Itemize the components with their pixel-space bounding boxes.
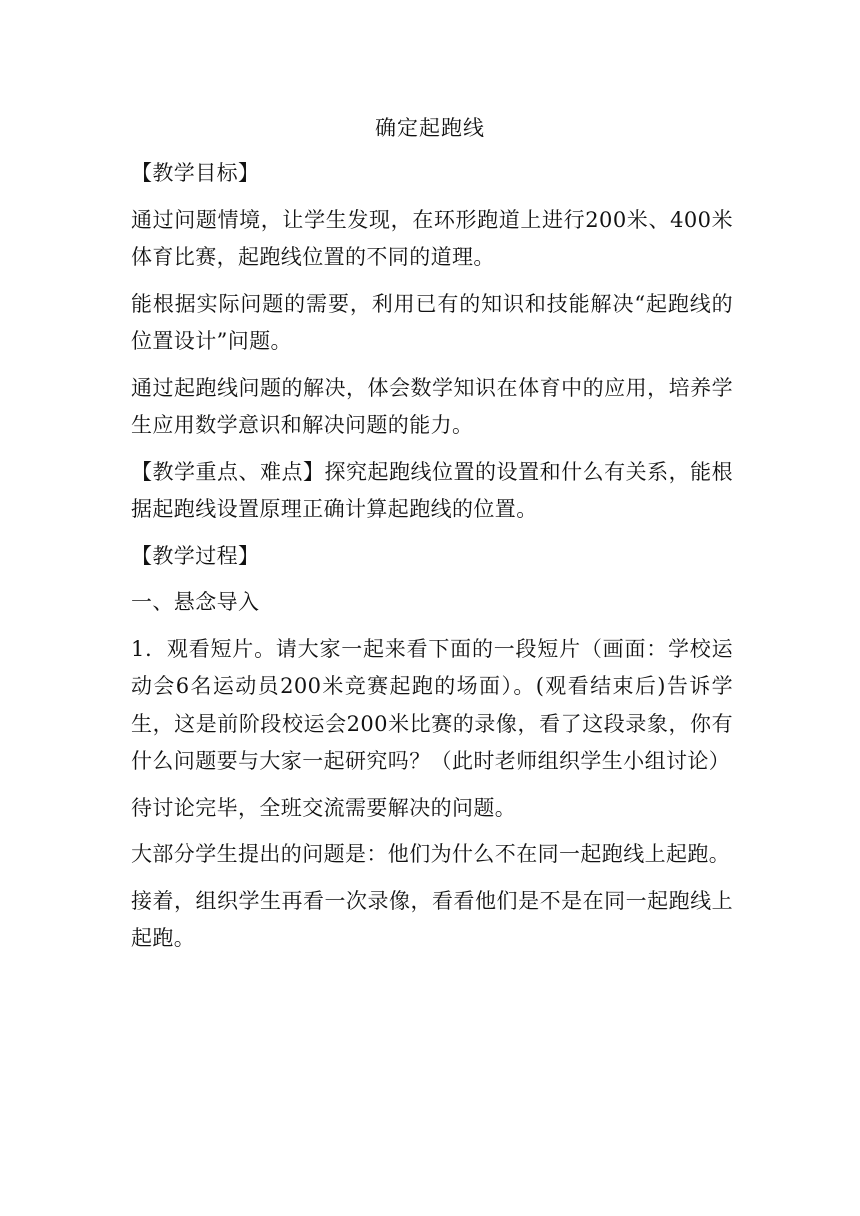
document-body (131, 155, 733, 967)
paragraph: 大部分学生提出的问题是：他们为什么不在同一起跑线上起跑。 (131, 842, 731, 867)
subsection-heading: 一、悬念导入 (131, 590, 260, 615)
paragraph: 待讨论完毕，全班交流需要解决的问题。 (131, 795, 517, 820)
document-title: 确定起跑线 (375, 116, 485, 140)
paragraph: 通过起跑线问题的解决，体会数学知识在体育中的应用，培养学生应用数学意识和解决问题的能力。 (131, 375, 733, 437)
paragraph: 1．观看短片。请大家一起来看下面的一段短片（画面：学校运动会6名运动员200米竞赛起跑的场面）。(观看结束后)告诉学生，这是前阶段校运会200米比赛的录像，看了这段录象，你有什么问题要与大家一起研究吗？（此时老师组织学生小组讨论） (131, 636, 733, 773)
section-heading-objectives: 【教学目标】 (131, 161, 260, 185)
paragraph: 通过问题情境，让学生发现，在环形跑道上进行200米、400米体育比赛，起跑线位置的不同的道理。 (131, 207, 733, 269)
paragraph-key-points: 【教学重点、难点】探究起跑线位置的设置和什么有关系，能根据起跑线设置原理正确计算起跑线的位置。 (131, 459, 733, 521)
section-heading-process: 【教学过程】 (131, 543, 260, 568)
paragraph: 接着，组织学生再看一次录像，看看他们是不是在同一起跑线上起跑。 (131, 888, 733, 951)
paragraph: 能根据实际问题的需要，利用已有的知识和技能解决“起跑线的位置设计”问题。 (131, 291, 733, 353)
